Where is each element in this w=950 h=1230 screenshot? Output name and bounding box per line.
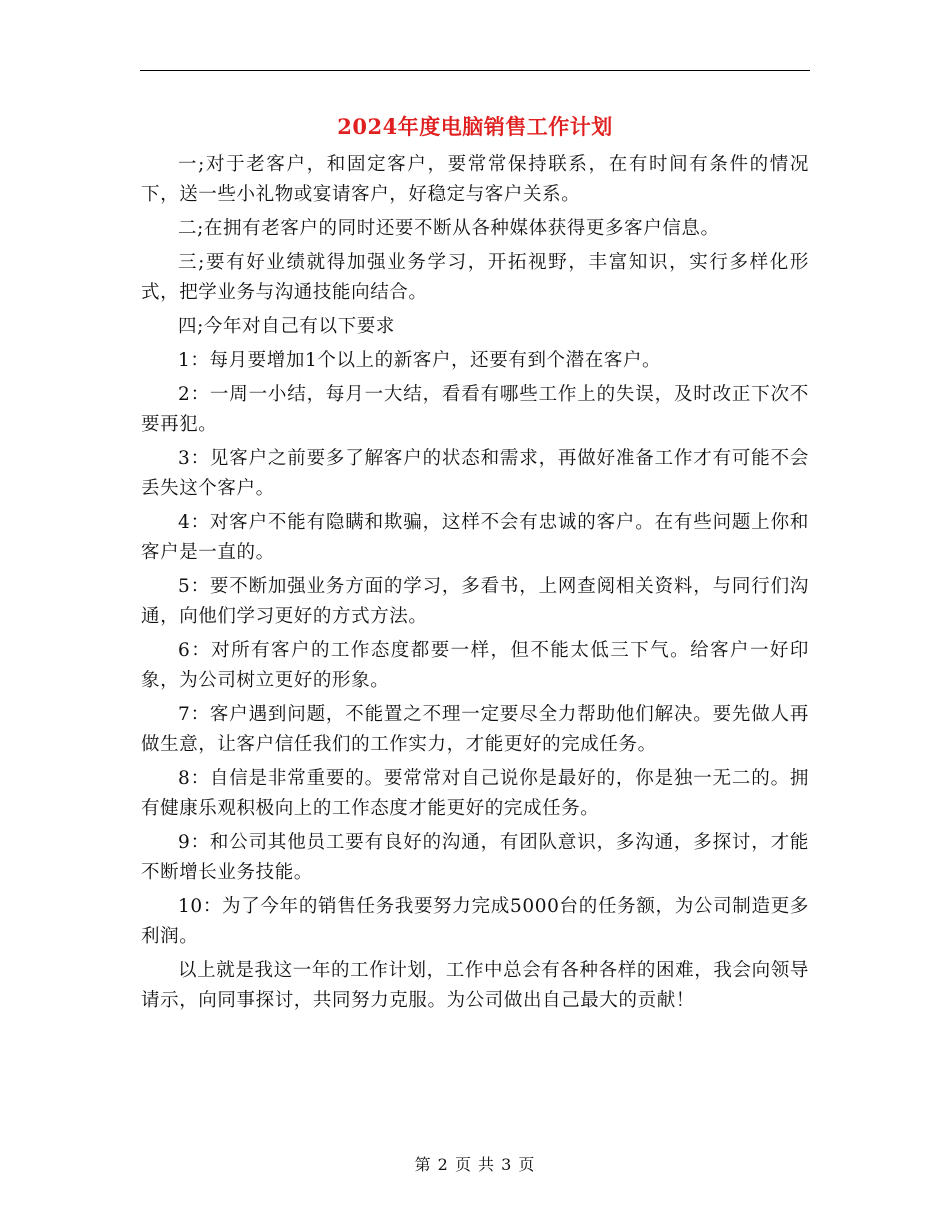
paragraph: 二;在拥有老客户的同时还要不断从各种媒体获得更多客户信息。: [178, 218, 720, 239]
page-number: 第 2 页 共 3 页: [414, 1155, 536, 1174]
paragraph: 2：一周一小结，每月一大结，看看有哪些工作上的失误，及时改正下次不要再犯。: [141, 384, 809, 435]
paragraph: 10：为了今年的销售任务我要努力完成5000台的任务额，为公司制造更多利润。: [141, 896, 809, 947]
document-title: 2024年度电脑销售工作计划: [337, 114, 613, 139]
header-rule: [140, 70, 810, 71]
paragraph: 3：见客户之前要多了解客户的状态和需求，再做好准备工作才有可能不会丢失这个客户。: [141, 448, 809, 499]
paragraph: 8：自信是非常重要的。要常常对自己说你是最好的，你是独一无二的。拥有健康乐观积极向上的工作态度才能更好的完成任务。: [141, 768, 809, 819]
paragraph: 9：和公司其他员工要有良好的沟通，有团队意识，多沟通，多探讨，才能不断增长业务技能。: [141, 832, 809, 883]
paragraph: 6：对所有客户的工作态度都要一样，但不能太低三下气。给客户一好印象，为公司树立更好的形象。: [141, 640, 809, 691]
paragraph: 5：要不断加强业务方面的学习，多看书，上网查阅相关资料，与同行们沟通，向他们学习更好的方式方法。: [141, 576, 809, 627]
paragraph: 四;今年对自己有以下要求: [178, 316, 395, 337]
document-body: [141, 150, 809, 1020]
paragraph: 7：客户遇到问题，不能置之不理一定要尽全力帮助他们解决。要先做人再做生意，让客户信任我们的工作实力，才能更好的完成任务。: [141, 704, 809, 755]
paragraph: 以上就是我这一年的工作计划，工作中总会有各种各样的困难，我会向领导请示，向同事探讨，共同努力克服。为公司做出自己最大的贡献！: [141, 960, 809, 1011]
paragraph: 4：对客户不能有隐瞒和欺骗，这样不会有忠诚的客户。在有些问题上你和客户是一直的。: [141, 512, 809, 563]
paragraph: 一;对于老客户，和固定客户，要常常保持联系，在有时间有条件的情况下，送一些小礼物或宴请客户，好稳定与客户关系。: [141, 154, 809, 205]
paragraph: 三;要有好业绩就得加强业务学习，开拓视野，丰富知识，实行多样化形式，把学业务与沟通技能向结合。: [141, 252, 809, 303]
paragraph: 1：每月要增加1个以上的新客户，还要有到个潜在客户。: [178, 350, 662, 371]
